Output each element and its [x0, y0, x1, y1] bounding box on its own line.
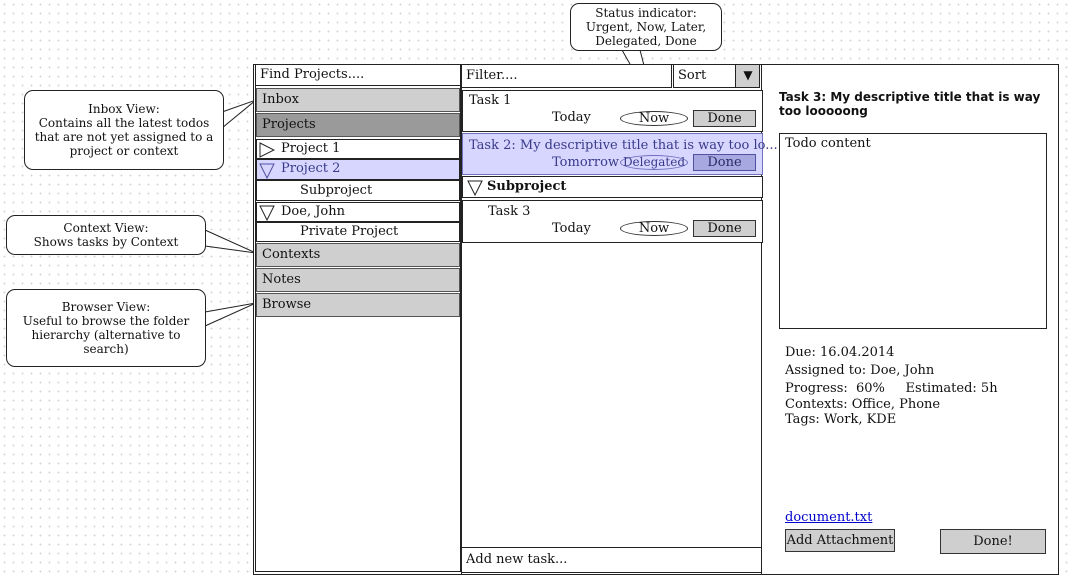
detail-done-button[interactable]: Done!: [940, 529, 1046, 554]
done-button[interactable]: Done: [693, 220, 756, 237]
status-indicator[interactable]: Delegated: [620, 155, 688, 170]
status-indicator[interactable]: Now: [620, 221, 688, 236]
task-row[interactable]: [462, 90, 763, 132]
collapse-triangle-icon: [259, 205, 275, 221]
detail-title: Task 3: My descriptive title that is way too looooong: [779, 90, 1041, 118]
add-attachment-button[interactable]: Add Attachment: [785, 529, 895, 552]
task-title: Task 2: My descriptive title that is way too lo...: [469, 138, 778, 153]
task-row-selected[interactable]: [462, 133, 778, 175]
nav-browse[interactable]: Browse: [256, 293, 460, 317]
browser-callout: Browser View: Useful to browse the folder hierarchy (alternative to search): [6, 289, 206, 367]
expand-triangle-icon: [259, 142, 275, 158]
nav-contexts[interactable]: Contexts: [256, 243, 460, 267]
nav-inbox[interactable]: Inbox: [256, 88, 460, 112]
todo-content-textarea[interactable]: Todo content: [779, 133, 1047, 329]
task-title: Task 1: [469, 93, 512, 108]
done-button[interactable]: Done: [693, 154, 756, 171]
collapse-triangle-icon: [259, 163, 275, 179]
tree-item-project-2[interactable]: Project 2: [256, 159, 460, 180]
tree-item-project-1[interactable]: Project 1: [256, 139, 460, 159]
tags-list: Tags: Work, KDE: [785, 412, 897, 427]
attachment-link[interactable]: document.txt: [785, 510, 873, 525]
filter-input[interactable]: Filter....: [461, 64, 672, 88]
context-callout: Context View: Shows tasks by Context: [6, 215, 206, 255]
tree-item-subproject[interactable]: Subproject: [256, 180, 460, 201]
done-button[interactable]: Done: [693, 110, 756, 127]
tree-item-doe-john[interactable]: Doe, John: [256, 202, 460, 222]
task-row[interactable]: [462, 200, 763, 243]
find-projects-input[interactable]: Find Projects....: [255, 64, 461, 86]
collapse-triangle-icon: [467, 180, 483, 196]
chevron-down-icon[interactable]: ▼: [735, 64, 760, 88]
progress-estimate: Progress: 60% Estimated: 5h: [785, 381, 998, 396]
status-callout: Status indicator: Urgent, Now, Later, Delegated, Done: [570, 3, 722, 51]
tree-item-private-project[interactable]: Private Project: [256, 222, 460, 242]
task-due: Today: [552, 110, 591, 125]
sort-dropdown[interactable]: Sort ▼: [673, 64, 760, 88]
assigned-to: Assigned to: Doe, John: [785, 363, 935, 378]
task-due: Today: [552, 221, 591, 236]
inbox-callout: Inbox View: Contains all the latest todos that are not yet assigned to a project or context: [24, 90, 224, 170]
nav-notes[interactable]: Notes: [256, 268, 460, 292]
contexts-list: Contexts: Office, Phone: [785, 397, 941, 412]
task-due: Tomorrow: [552, 155, 620, 170]
due-date: Due: 16.04.2014: [785, 345, 895, 360]
status-indicator[interactable]: Now: [620, 111, 688, 126]
add-task-input[interactable]: Add new task...: [461, 547, 762, 573]
nav-projects[interactable]: Projects: [256, 113, 460, 137]
group-header-subproject[interactable]: Subproject: [462, 176, 763, 198]
task-title: Task 3: [488, 204, 531, 219]
